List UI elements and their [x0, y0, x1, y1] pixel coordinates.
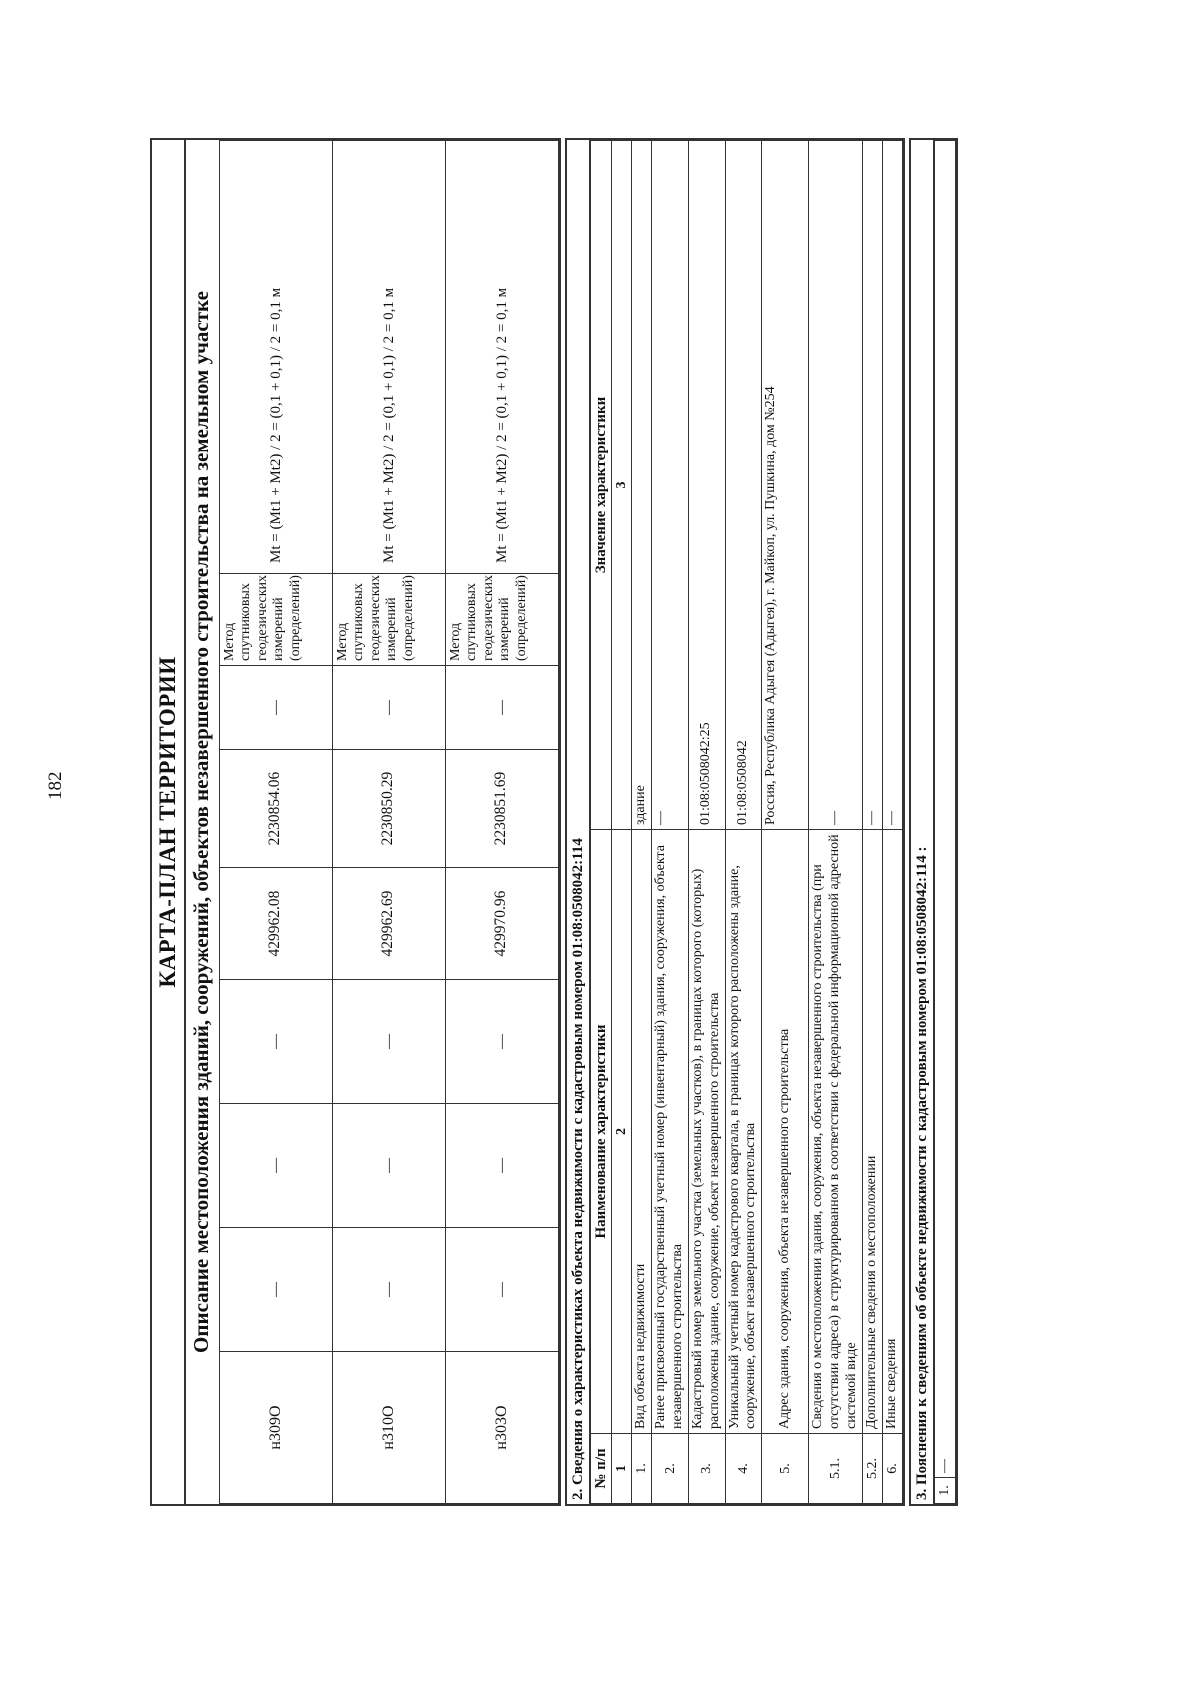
characteristic-name: Вид объекта недвижимости [632, 830, 652, 1434]
table-row [762, 141, 809, 1504]
coord-cell: — [332, 1228, 445, 1352]
characteristics-block [565, 138, 905, 1506]
characteristic-name: Дополнительные сведения о местоположении [862, 830, 882, 1434]
point-name: н309О [219, 1352, 332, 1504]
coord-cell: — [445, 1104, 558, 1228]
accuracy-formula: Mt = (Mt1 + Mt2) / 2 = (0,1 + 0,1) / 2 = 0,1 м [332, 141, 445, 574]
notes-table [934, 140, 956, 1504]
coord-cell: — [219, 980, 332, 1104]
characteristic-value: 01:08:0508042 [725, 141, 762, 830]
characteristic-name: Адрес здания, сооружения, объекта незавершенного строительства [762, 830, 809, 1434]
table-row [689, 141, 726, 1504]
characteristic-value: Россия, Республика Адыгея (Адыгея), г. Майкоп, ул. Пушкина, дом №254 [762, 141, 809, 830]
coord-cell: — [332, 980, 445, 1104]
characteristic-name: Иные сведения [882, 830, 902, 1434]
coord-x: 429970.96 [445, 868, 558, 980]
table-row [935, 141, 956, 1504]
method-cell: Метод спутниковых геодезических измерений (определений) [332, 574, 445, 666]
accuracy-formula: Mt = (Mt1 + Mt2) / 2 = (0,1 + 0,1) / 2 = 0,1 м [219, 141, 332, 574]
column-number: 3 [612, 141, 632, 830]
coord-cell: — [332, 1104, 445, 1228]
row-number: 3. [689, 1434, 726, 1504]
characteristic-name: Сведения о местоположении здания, сооружения, объекта незавершенного строительства (при отсутствии адреса) в структурированном в соответствии с федеральной информационной адресной системой виде [809, 830, 862, 1434]
coordinates-row [445, 141, 558, 1504]
coordinates-row [219, 141, 332, 1504]
coord-cell: — [219, 666, 332, 750]
characteristic-value: здание [632, 141, 652, 830]
column-number: 2 [612, 830, 632, 1434]
landscape-sheet [150, 138, 1010, 1506]
accuracy-formula: Mt = (Mt1 + Mt2) / 2 = (0,1 + 0,1) / 2 = 0,1 м [445, 141, 558, 574]
point-name: н303О [445, 1352, 558, 1504]
coord-cell: — [445, 1228, 558, 1352]
characteristic-name: Кадастровый номер земельного участка (земельных участков), в границах которого (которых) расположены здание, сооружение, объект незавершенного строительства [689, 830, 726, 1434]
characteristic-value: — [862, 141, 882, 830]
row-number: 2. [652, 1434, 689, 1504]
coord-cell: — [445, 666, 558, 750]
table-row [862, 141, 882, 1504]
header-name: Наименование характеристики [590, 830, 611, 1434]
coordinates-table [219, 140, 559, 1504]
characteristics-title: 2. Сведения о характеристиках объекта недвижимости с кадастровым номером 01:08:0508042:114 [567, 140, 590, 1504]
point-name: н310О [332, 1352, 445, 1504]
column-number: 1 [612, 1434, 632, 1504]
coord-cell: — [332, 666, 445, 750]
method-cell: Метод спутниковых геодезических измерений (определений) [445, 574, 558, 666]
table-row [652, 141, 689, 1504]
header-no: № п/п [590, 1434, 611, 1504]
column-numbers-row [612, 141, 632, 1504]
coord-y: 2230850.29 [332, 750, 445, 868]
coord-x: 429962.08 [219, 868, 332, 980]
table-row [725, 141, 762, 1504]
method-cell: Метод спутниковых геодезических измерений (определений) [219, 574, 332, 666]
coordinates-block [150, 138, 561, 1506]
coord-cell: — [445, 980, 558, 1104]
coord-y: 2230851.69 [445, 750, 558, 868]
notes-title: 3. Пояснения к сведениям об объекте недвижимости с кадастровым номером 01:08:0508042:114 : [911, 140, 934, 1504]
page-number: 182 [45, 771, 66, 800]
section-subtitle: Описание местоположения зданий, сооружений, объектов незавершенного строительства на земельном участке [189, 291, 214, 1353]
characteristic-name: Ранее присвоенный государственный учетный номер (инвентарный) здания, сооружения, объекта незавершенного строительства [652, 830, 689, 1434]
header-value: Значение характеристики [590, 141, 611, 830]
page-title: КАРТА-ПЛАН ТЕРРИТОРИИ [152, 140, 186, 1504]
coord-x: 429962.69 [332, 868, 445, 980]
characteristics-table [590, 140, 903, 1504]
row-number: 1. [632, 1434, 652, 1504]
coord-cell: — [219, 1228, 332, 1352]
row-number: 1. [935, 1478, 956, 1504]
characteristic-value: 01:08:0508042:25 [689, 141, 726, 830]
characteristic-value: — [809, 141, 862, 830]
table-row [882, 141, 902, 1504]
coord-y: 2230854.06 [219, 750, 332, 868]
row-number: 4. [725, 1434, 762, 1504]
table-row [809, 141, 862, 1504]
row-number: 5. [762, 1434, 809, 1504]
table-row [632, 141, 652, 1504]
coordinates-row [332, 141, 445, 1504]
characteristic-value: — [882, 141, 902, 830]
row-number: 6. [882, 1434, 902, 1504]
coord-cell: — [219, 1104, 332, 1228]
characteristic-name: Уникальный учетный номер кадастрового квартала, в границах которого расположены здание, сооружение, объект незавершенного строительства [725, 830, 762, 1434]
row-number: 5.1. [809, 1434, 862, 1504]
characteristic-value: — [652, 141, 689, 830]
notes-block [909, 138, 958, 1506]
table-header-row [590, 141, 611, 1504]
row-number: 5.2. [862, 1434, 882, 1504]
note-text: — [935, 141, 956, 1478]
